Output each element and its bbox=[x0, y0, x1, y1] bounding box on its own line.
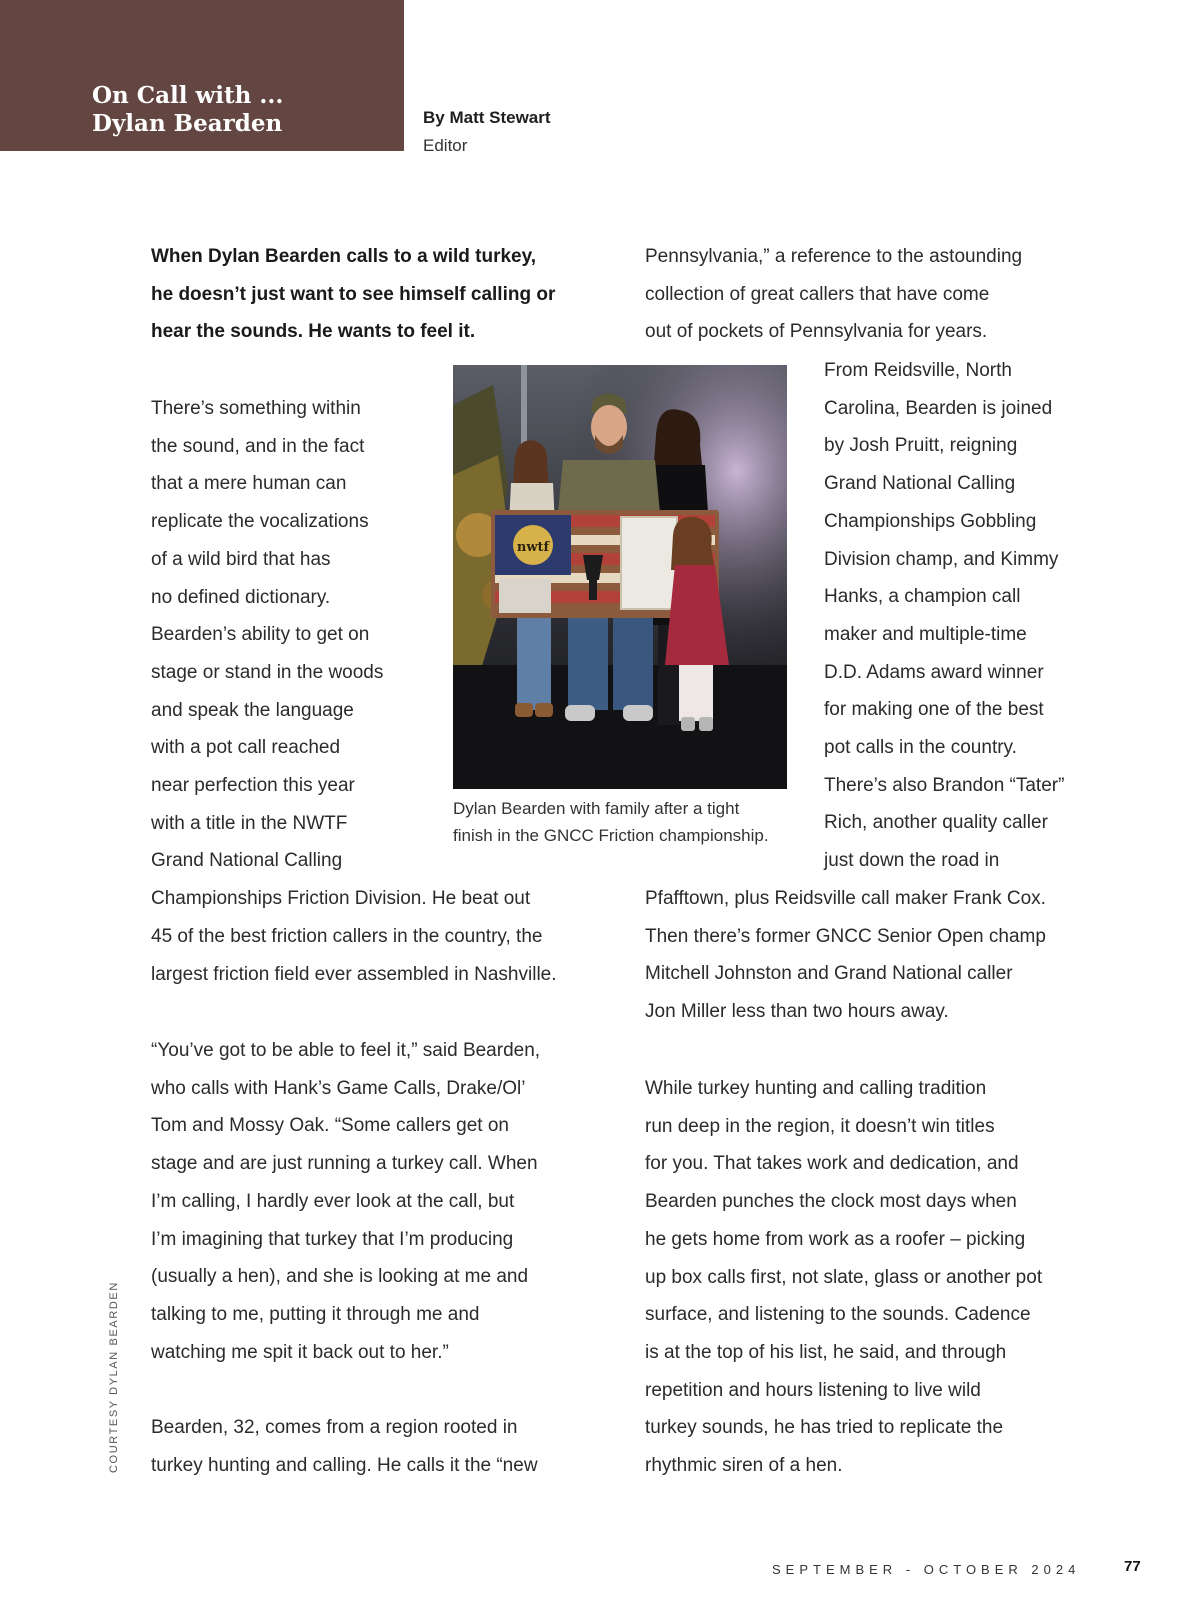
body-paragraph-quote: “You’ve got to be able to feel it,” said Bearden, who calls with Hank’s Game Calls, Drake/Ol’ Tom and Mossy Oak. “Some callers get on stage and are just running a turkey call. When I’m calling, I hardly ever look at the call, but I’m imagining that turkey that I’m producing (usually a hen), and she is looking at me and talking to me, putting it through me and watching me spit it back out to her.” bbox=[151, 1040, 541, 1363]
body-paragraph-pfafftown: Pfafftown, plus Reidsville call maker Frank Cox. Then there’s former GNCC Senior Open champ Mitchell Johnston and Grand National caller Jon Miller less than two hours away. bbox=[645, 888, 1046, 1023]
body-paragraph-reidsville: From Reidsville, North Carolina, Bearden is joined by Josh Pruitt, reigning Grand National Calling Championships Gobbling Division champ, and Kimmy Hanks, a champion call maker and multiple-time D.D. Adams award winner for making one of the best pot calls in the country. There’s also Brandon “Tater” Rich, another quality caller just down the road in bbox=[824, 360, 1065, 872]
body-paragraph-work: While turkey hunting and calling tradition run deep in the region, it doesn’t win titles for you. That takes work and dedication, and Bearden punches the clock most days when he gets home from work as a roofer – picking up box calls first, not slate, glass or another pot surface, and listening to the sounds. Cadence is at the top of his list, he said, and through repetition and hours listening to live wild turkey sounds, he has tried to replicate the rhythmic siren of a hen. bbox=[645, 1078, 1043, 1477]
title-line-1: On Call with ... bbox=[92, 82, 284, 109]
body-paragraph-pennsylvania: Pennsylvania,” a reference to the astounding collection of great callers that have come out of pockets of Pennsylvania for years. bbox=[645, 246, 1023, 343]
photo-caption: Dylan Bearden with family after a tight finish in the GNCC Friction championship. bbox=[453, 799, 769, 845]
title-line-2: Dylan Bearden bbox=[92, 110, 283, 137]
body-paragraph-region: Bearden, 32, comes from a region rooted in turkey hunting and calling. He calls it the “new bbox=[151, 1417, 538, 1476]
body-paragraph-intro: There’s something within the sound, and in the fact that a mere human can replicate the vocalizations of a wild bird that has no defined dictionary. Bearden’s ability to get on stage or stand in the woods and speak the language with a pot call reached near perfection this year with a title in the NWTF Grand National Calling Championships Friction Division. He beat out 45 of the best friction callers in the country, the largest friction field ever assembled in Nashville. bbox=[151, 398, 557, 985]
lead-paragraph: When Dylan Bearden calls to a wild turkey, he doesn’t just want to see himself calling or hear the sounds. He wants to feel it. bbox=[151, 246, 556, 343]
article-title bbox=[92, 82, 283, 138]
family-photo bbox=[453, 365, 787, 789]
footer-issue-date: SEPTEMBER - OCTOBER 2024 bbox=[772, 1562, 1081, 1577]
photo-credit: COURTESY DYLAN BEARDEN bbox=[108, 1281, 120, 1473]
byline-role: Editor bbox=[423, 136, 468, 155]
byline-author: By Matt Stewart bbox=[423, 108, 551, 127]
byline bbox=[423, 104, 551, 160]
page-number: 77 bbox=[1124, 1558, 1141, 1575]
plaque-logo: nwtf bbox=[516, 540, 550, 555]
family-photo-illustration bbox=[453, 365, 787, 789]
